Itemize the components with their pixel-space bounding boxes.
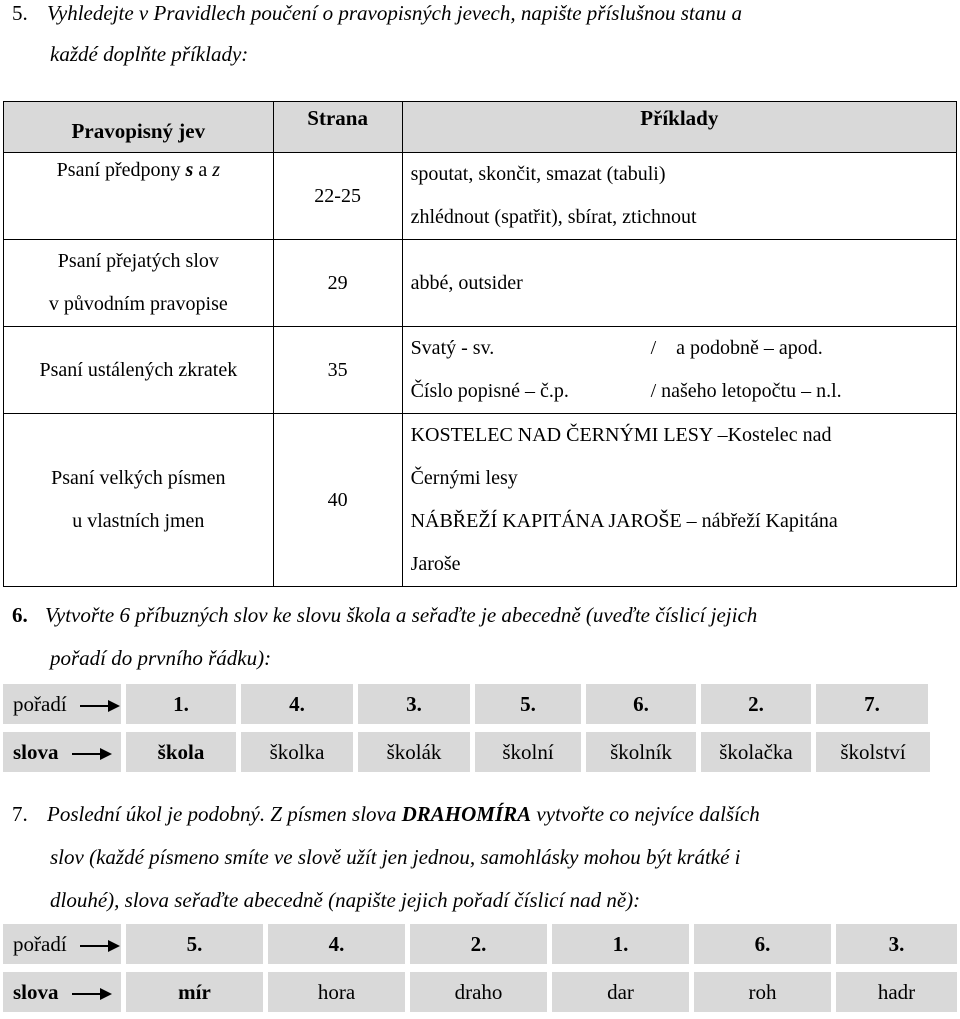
task5-line2: každé doplňte příklady: [50, 42, 249, 66]
table-row [4, 327, 957, 414]
task7-word-cell: draho [410, 972, 547, 1012]
table-row [4, 414, 957, 587]
task7-order-cell: 3. [836, 924, 957, 964]
task5-number: 5. [12, 1, 28, 25]
task6-word-cell: školačka [701, 732, 811, 772]
task7-order-cell: 6. [694, 924, 831, 964]
task7-number: 7. [12, 802, 28, 826]
row1-priklady: spoutat, skončit, smazat (tabuli) zhlédnout (spatřit), sbírat, ztichnout [402, 153, 956, 240]
arrow-right-icon [80, 699, 120, 713]
table-row [4, 153, 957, 240]
task7-word-cell: roh [694, 972, 831, 1012]
task6-order-label: pořadí [3, 684, 121, 724]
row1-jev: Psaní předpony s a z [4, 153, 274, 240]
task6-words-row [3, 732, 957, 772]
task7-line3: dlouhé), slova seřaďte abecedně (napište jejich pořadí číslicí nad ně): [50, 888, 641, 912]
task6-line1: Vytvořte 6 příbuzných slov ke slovu škola a seřaďte je abecedně (uveďte číslicí jejich [45, 603, 758, 627]
task6-heading [12, 594, 757, 637]
header-jev: Pravopisný jev [4, 102, 274, 153]
task7-heading: 7. Poslední úkol je podobný. Z písmen slova DRAHOMÍRA vytvořte co nejvíce dalších [12, 802, 760, 826]
task7-order-cell: 2. [410, 924, 547, 964]
task6-order-cell: 4. [241, 684, 353, 724]
task6-word-cell: školní [475, 732, 581, 772]
task7-order-label: pořadí [3, 924, 121, 964]
task6-word-cell: školák [358, 732, 470, 772]
task7-words-row [3, 972, 957, 1012]
task6-word-cell: školka [241, 732, 353, 772]
task7-word-cell: hadr [836, 972, 957, 1012]
header-priklady: Příklady [402, 102, 956, 153]
task6-order-cell: 5. [475, 684, 581, 724]
task7-order-cell: 5. [126, 924, 263, 964]
task5-heading [12, 0, 742, 35]
task7-words-label: slova [3, 972, 121, 1012]
task7-order-cell: 4. [268, 924, 405, 964]
spelling-table [3, 101, 957, 587]
task5-line1: Vyhledejte v Pravidlech poučení o pravopisných jevech, napište příslušnou stanu a [47, 1, 742, 25]
row3-strana: 35 [273, 327, 402, 414]
row4-jev: Psaní velkých písmen u vlastních jmen [4, 414, 274, 587]
task7-word-cell: dar [552, 972, 689, 1012]
row4-strana: 40 [273, 414, 402, 587]
task7-word-cell: hora [268, 972, 405, 1012]
table-header-row [4, 102, 957, 153]
task7-line2: slov (každé písmeno smíte ve slově užít jen jednou, samohlásky mohou být krátké i [50, 845, 741, 869]
arrow-right-icon [72, 987, 112, 1001]
row3-jev: Psaní ustálených zkratek [4, 327, 274, 414]
task6-order-cell: 7. [816, 684, 928, 724]
task6-order-cell: 3. [358, 684, 470, 724]
task6-words-label: slova [3, 732, 121, 772]
row4-priklady: KOSTELEC NAD ČERNÝMI LESY –Kostelec nad Černými lesy NÁBŘEŽÍ KAPITÁNA JAROŠE – nábřeží Kapitána Jaroše [402, 414, 956, 587]
task6-word-cell: školník [586, 732, 696, 772]
task6-number: 6. [12, 603, 28, 627]
task6-order-cell: 2. [701, 684, 811, 724]
arrow-right-icon [80, 939, 120, 953]
task6-word-cell: školství [816, 732, 930, 772]
row2-jev: Psaní přejatých slov v původním pravopise [4, 240, 274, 327]
header-strana: Strana [273, 102, 402, 153]
task7-keyword: DRAHOMÍRA [401, 802, 532, 826]
task7-word-cell: mír [126, 972, 263, 1012]
task6-line2: pořadí do prvního řádku): [50, 646, 272, 670]
table-row [4, 240, 957, 327]
task6-word-cell: škola [126, 732, 236, 772]
task6-order-cell: 6. [586, 684, 696, 724]
task7-order-row [3, 924, 957, 964]
row1-strana: 22-25 [273, 153, 402, 240]
row2-priklady: abbé, outsider [402, 240, 956, 327]
task6-order-row [3, 684, 957, 724]
row3-priklady: Svatý - sv. / a podobně – apod. Číslo popisné – č.p. / našeho letopočtu – n.l. [402, 327, 956, 414]
row2-strana: 29 [273, 240, 402, 327]
task7-order-cell: 1. [552, 924, 689, 964]
arrow-right-icon [72, 747, 112, 761]
task6-order-cell: 1. [126, 684, 236, 724]
